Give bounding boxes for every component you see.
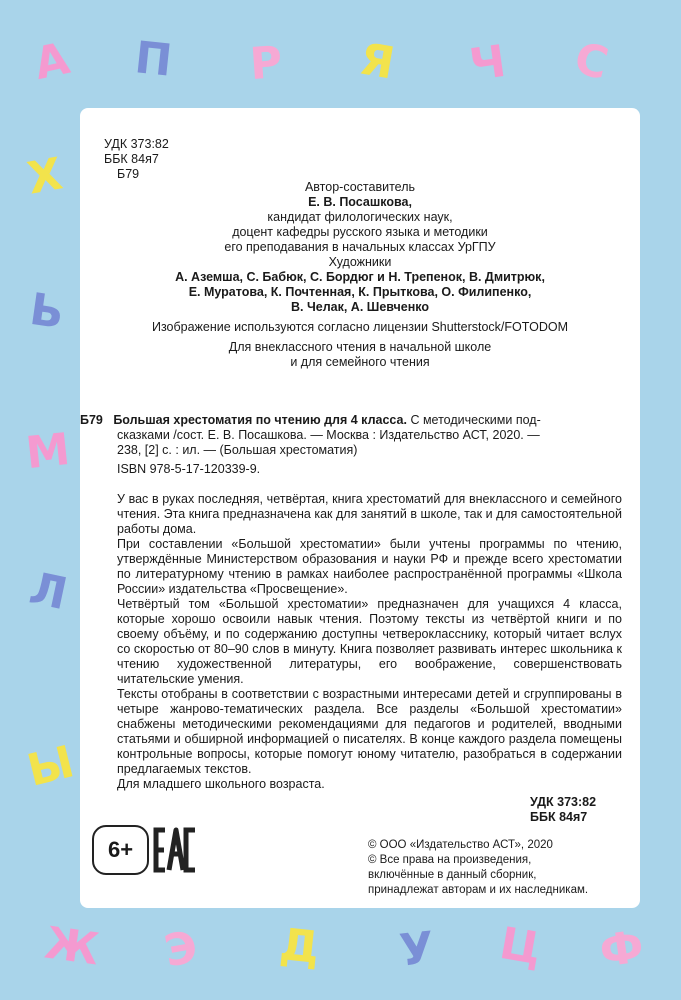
footer-codes [530,795,596,825]
license-block [80,320,640,370]
border-letter: М [23,423,73,480]
annotation-paragraph: При составлении «Большой хрестоматии» были учтены программы по чтению, утверждённые Министерством образования и науки РФ и прежде всего хрестоматии по литературному чтению в рамках наиболее распространённой программы «Школа России» издательства «Просвещение». [117,537,622,596]
border-letter: Я [355,33,399,90]
compiler-info: его преподавания в начальных классах УрГПУ [224,240,496,254]
border-letter: Ц [495,917,546,976]
purpose-text: Для внеклассного чтения в начальной школе [228,340,492,354]
annotation [117,492,622,792]
purpose-text: и для семейного чтения [290,355,430,369]
bib-code: Б79 [80,413,103,427]
compiler-info: доцент кафедры русского языка и методики [232,225,488,239]
compiler-block [80,180,640,255]
udk-code: УДК 373:82 [530,795,597,809]
artists-names: А. Аземша, С. Бабюк, С. Бордюг и Н. Трепенок, В. Дмитрюк, [175,270,545,284]
border-letter: Э [160,921,202,978]
bib-text: 238, [2] с. : ил. — (Большая хрестоматия) [117,443,358,457]
license-text: Изображение используются согласно лицензии Shutterstock/FOTODOM [151,320,569,334]
bib-text: сказками /сост. Е. В. Посашкова. — Москва : Издательство АСТ, 2020. — [117,428,540,442]
bbk-code: ББК 84я7 [104,152,159,166]
border-letter: У [397,922,437,977]
copyright-line: принадлежат авторам и их наследникам. [368,884,589,896]
header-codes [104,137,169,182]
border-letter: Ф [596,921,647,978]
annotation-paragraph: У вас в руках последняя, четвёртая, книга хрестоматий для внеклассного и семейного чтения. Эта книга предназначена как для занятий в школе, так и для самостоятельной работы дома. [117,492,622,536]
compiler-label: Автор-составитель [304,180,416,194]
bibliographic-entry [80,413,625,477]
annotation-paragraph: Для младшего школьного возраста. [117,777,325,791]
border-letter: Р [248,36,284,91]
annotation-paragraph: Четвёртый том «Большой хрестоматии» предназначен для учащихся 4 класса, которые хорошо освоили навык чтения. Поэтому тексты из четвёртой книги и по своему объёму, и по содержанию доступны четверокласснику, который читает вслух со скоростью от 80–90 слов в минуту. Книга позволяет развивать интерес школьника к чтению художественной литературы, его воображение, совершенствовать читательские умения. [117,597,622,686]
artists-names: В. Челак, А. Шевченко [291,300,429,314]
catalog-code: Б79 [117,167,140,181]
border-letter: Л [25,562,72,621]
border-letter: П [132,32,175,87]
copyright-line: включённые в данный сборник, [368,869,537,881]
artists-block [80,255,640,315]
border-letter: Ы [22,736,79,797]
copyright-line: © ООО «Издательство АСТ», 2020 [368,839,553,851]
border-letter: А [29,33,74,90]
annotation-paragraph: Тексты отобраны в соответствии с возрастными интересами детей и сгруппированы в четыре жанрово-тематических раздела. Все разделы «Большой хрестоматии» снабжены методическими рекомендациями для педагогов и родителей, вводными статьями и обширной информацией о писателях. В конце каждого раздела помещены контрольные вопросы, которые помогут юному читателю, разобраться в содержании предлагаемых текстов. [117,687,622,776]
artists-names: Е. Муратова, К. Почтенная, К. Прыткова, О. Филипенко, [188,285,532,299]
border-letter: Ь [26,283,68,340]
copyright-line: © Все права на произведения, [368,854,532,866]
bib-text: С методическими под- [406,413,541,427]
isbn: ISBN 978-5-17-120339-9. [117,462,261,476]
artists-label: Художники [328,255,392,269]
border-letter: Ж [41,917,103,976]
bbk-code: ББК 84я7 [530,810,588,824]
udk-code: УДК 373:82 [104,137,169,151]
copyright-block [368,838,628,898]
border-letter: Д [277,919,322,974]
compiler-name: Е. В. Посашкова, [308,195,412,209]
eac-mark-icon [153,826,197,874]
book-title: Большая хрестоматия по чтению для 4 класса. [113,413,407,427]
age-rating-badge: 6+ [92,825,149,875]
compiler-info: кандидат филологических наук, [267,210,453,224]
border-letter: С [569,32,614,91]
border-letter: Ч [466,35,509,92]
border-letter: Х [23,148,67,205]
